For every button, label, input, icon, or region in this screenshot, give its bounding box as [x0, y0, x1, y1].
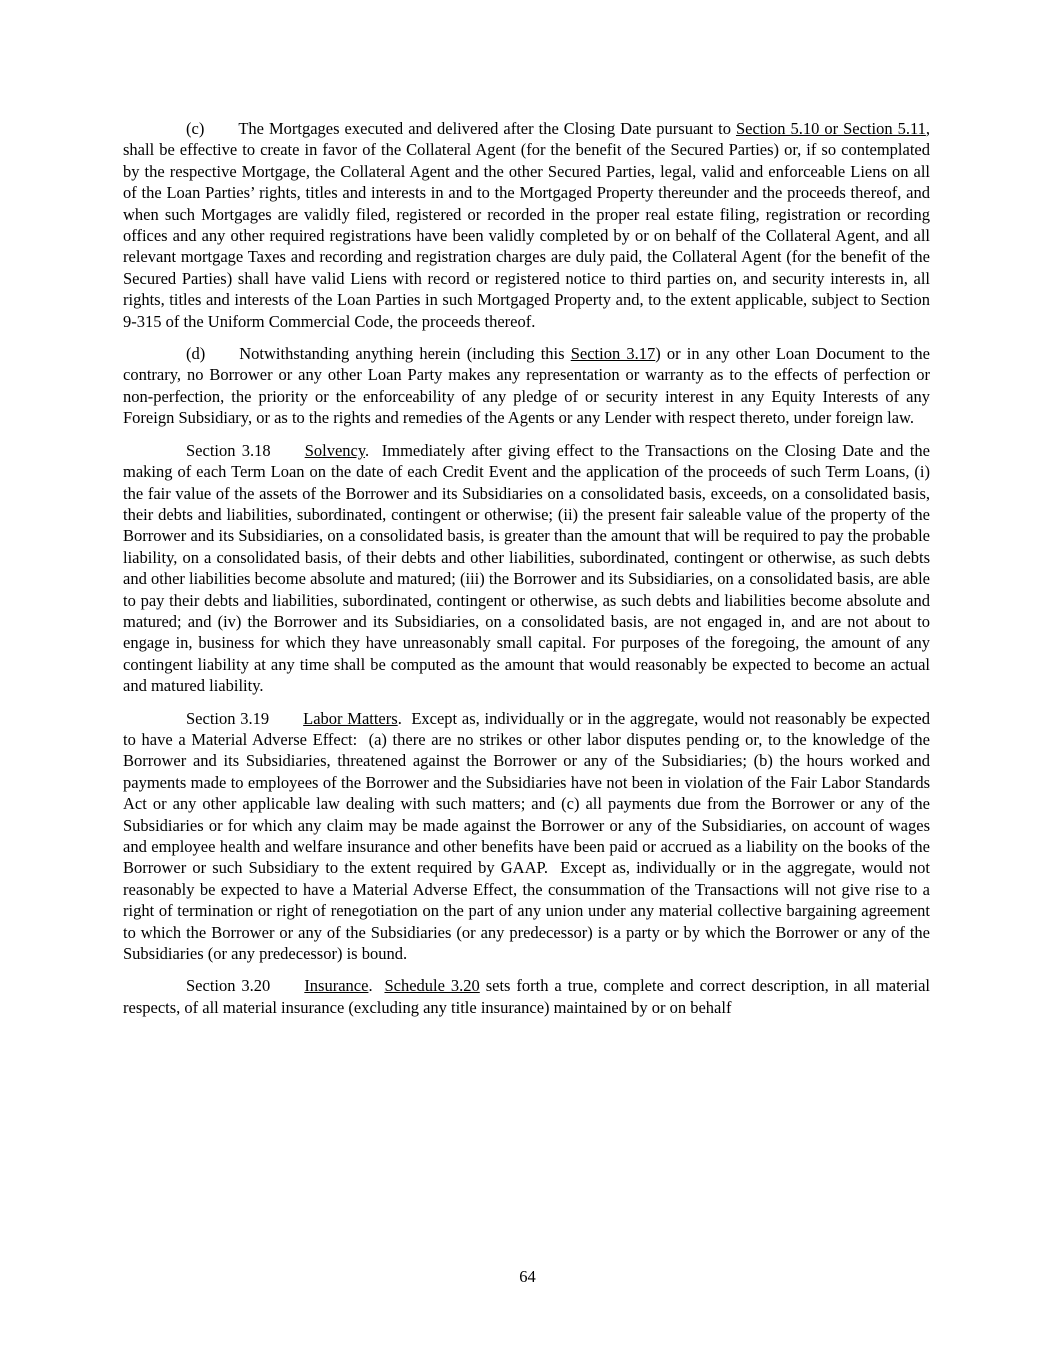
underlined-reference: Solvency [304, 440, 366, 460]
text-run: , shall be effective to create in favor of the Collateral Agent (for the benefit of the Secured Parties) or, if so contemplated by the respective Mortgage, the Collateral Agent and the other Secured Parties, legal, valid and enforceable Liens on all of the Loan Parties’ rights, titles and interests in and to the Mortgaged Property thereunder and the proceeds thereof, and when such Mortgages are validly filed, registered or recorded in the proper real estate filing, registration or recording offices and any other required registrations have been validly completed by or on behalf of the Collateral Agent, and all relevant mortgage Taxes and recording and registration charges are duly paid, the Collateral Agent (for the benefit of the Secured Parties) shall have valid Liens with record or registered notice to third parties on, and security interests in, all rights, titles and interests of the Loan Parties in such Mortgaged Property and, to the extent applicable, subject to Section 9-315 of the Uniform Commercial Code, the proceeds thereof. [123, 119, 930, 331]
paragraph-d [123, 343, 930, 429]
text-run: The Mortgages executed and delivered after the Closing Date pursuant to [238, 119, 736, 138]
text-run: Section 3.19 [186, 708, 270, 728]
text-run: (d) [186, 344, 206, 364]
text-run: ) or in any other Loan Document to the contrary, no Borrower or any other Loan Party makes any representation or warranty as to the effects of perfection or non-perfection, the priority or the enforceability of any pledge of or security interest in any Equity Interests of any Foreign Subsidiary, or as to the rights and remedies of the Agents or any Lender with respect thereto, under foreign law. [123, 344, 930, 428]
text-run: Section 3.18 [186, 440, 271, 460]
underlined-reference: Insurance [304, 976, 369, 996]
underlined-reference: Section 3.17 [570, 344, 656, 364]
text-run: . Immediately after giving effect to the Transactions on the Closing Date and the making of each Term Loan on the date of each Credit Event and the application of the proceeds of such Term Loans, (i) the fair value of the assets of the Borrower and its Subsidiaries on a consolidated basis, exceeds, on a consolidated basis, their debts and liabilities, subordinated, contingent or otherwise; (ii) the present fair saleable value of the property of the Borrower and its Subsidiaries, on a consolidated basis, is greater than the amount that will be required to pay the probable liability, on a consolidated basis, of their debts and other liabilities, subordinated, contingent or otherwise, as such debts and other liabilities become absolute and matured; (iii) the Borrower and its Subsidiaries, on a consolidated basis, are able to pay their debts and liabilities, subordinated, contingent or otherwise, as such debts and liabilities become absolute and matured; and (iv) the Borrower and its Subsidiaries, on a consolidated basis, are not engaged in, and are not about to engage in, business for which they have unreasonably small capital. For purposes of the foregoing, the amount of any contingent liability at any time shall be computed as the amount that would reasonably be expected to become an actual and matured liability. [123, 440, 930, 696]
text-run: . Except as, individually or in the aggregate, would not reasonably be expected to have a Material Adverse Effect: (a) there are no strikes or other labor disputes pending or, to the knowledge of the Borrower and its Subsidiaries, threatened against the Borrower or any of the Subsidiaries; (b) the hours worked and payments made to employees of the Borrower and the Subsidiaries have not been in violation of the Fair Labor Standards Act or any other applicable law dealing with such matters; and (c) all payments due from the Borrower or any of the Subsidiaries or for which any claim may be made against the Borrower or any of the Subsidiaries, on account of wages and employee health and welfare insurance and other benefits have been paid or accrued as a liability on the books of the Borrower or such Subsidiary to the extent required by GAAP. Except as, individually or in the aggregate, would not reasonably be expected to have a Material Adverse Effect, the consummation of the Transactions will not give rise to a right of termination or right of renegotiation on the part of any union under any material collective bargaining agreement to which the Borrower or any of the Subsidiaries (or any predecessor) is a party or by which the Borrower or any of the Subsidiaries (or any predecessor) is bound. [123, 708, 930, 964]
section-3-19-labor-matters [123, 708, 930, 965]
section-3-18-solvency [123, 440, 930, 697]
document-body [123, 118, 930, 1018]
paragraph-c [123, 118, 930, 332]
underlined-reference: Schedule 3.20 [384, 976, 480, 996]
underlined-reference: Labor Matters [303, 708, 398, 728]
text-run: Section 3.20 [186, 976, 271, 996]
text-run: Notwithstanding anything herein (including this [239, 344, 571, 364]
text-run: sets forth a true, complete and correct description, in all material respects, of all material insurance (excluding any title insurance) maintained by or on behalf [123, 976, 930, 1017]
page-number: 64 [519, 1266, 536, 1286]
text-run: (c) [186, 119, 205, 138]
text-run: . [368, 976, 385, 996]
underlined-reference: Section 5.10 or Section 5.11 [735, 119, 926, 138]
section-3-20-insurance [123, 975, 930, 1018]
